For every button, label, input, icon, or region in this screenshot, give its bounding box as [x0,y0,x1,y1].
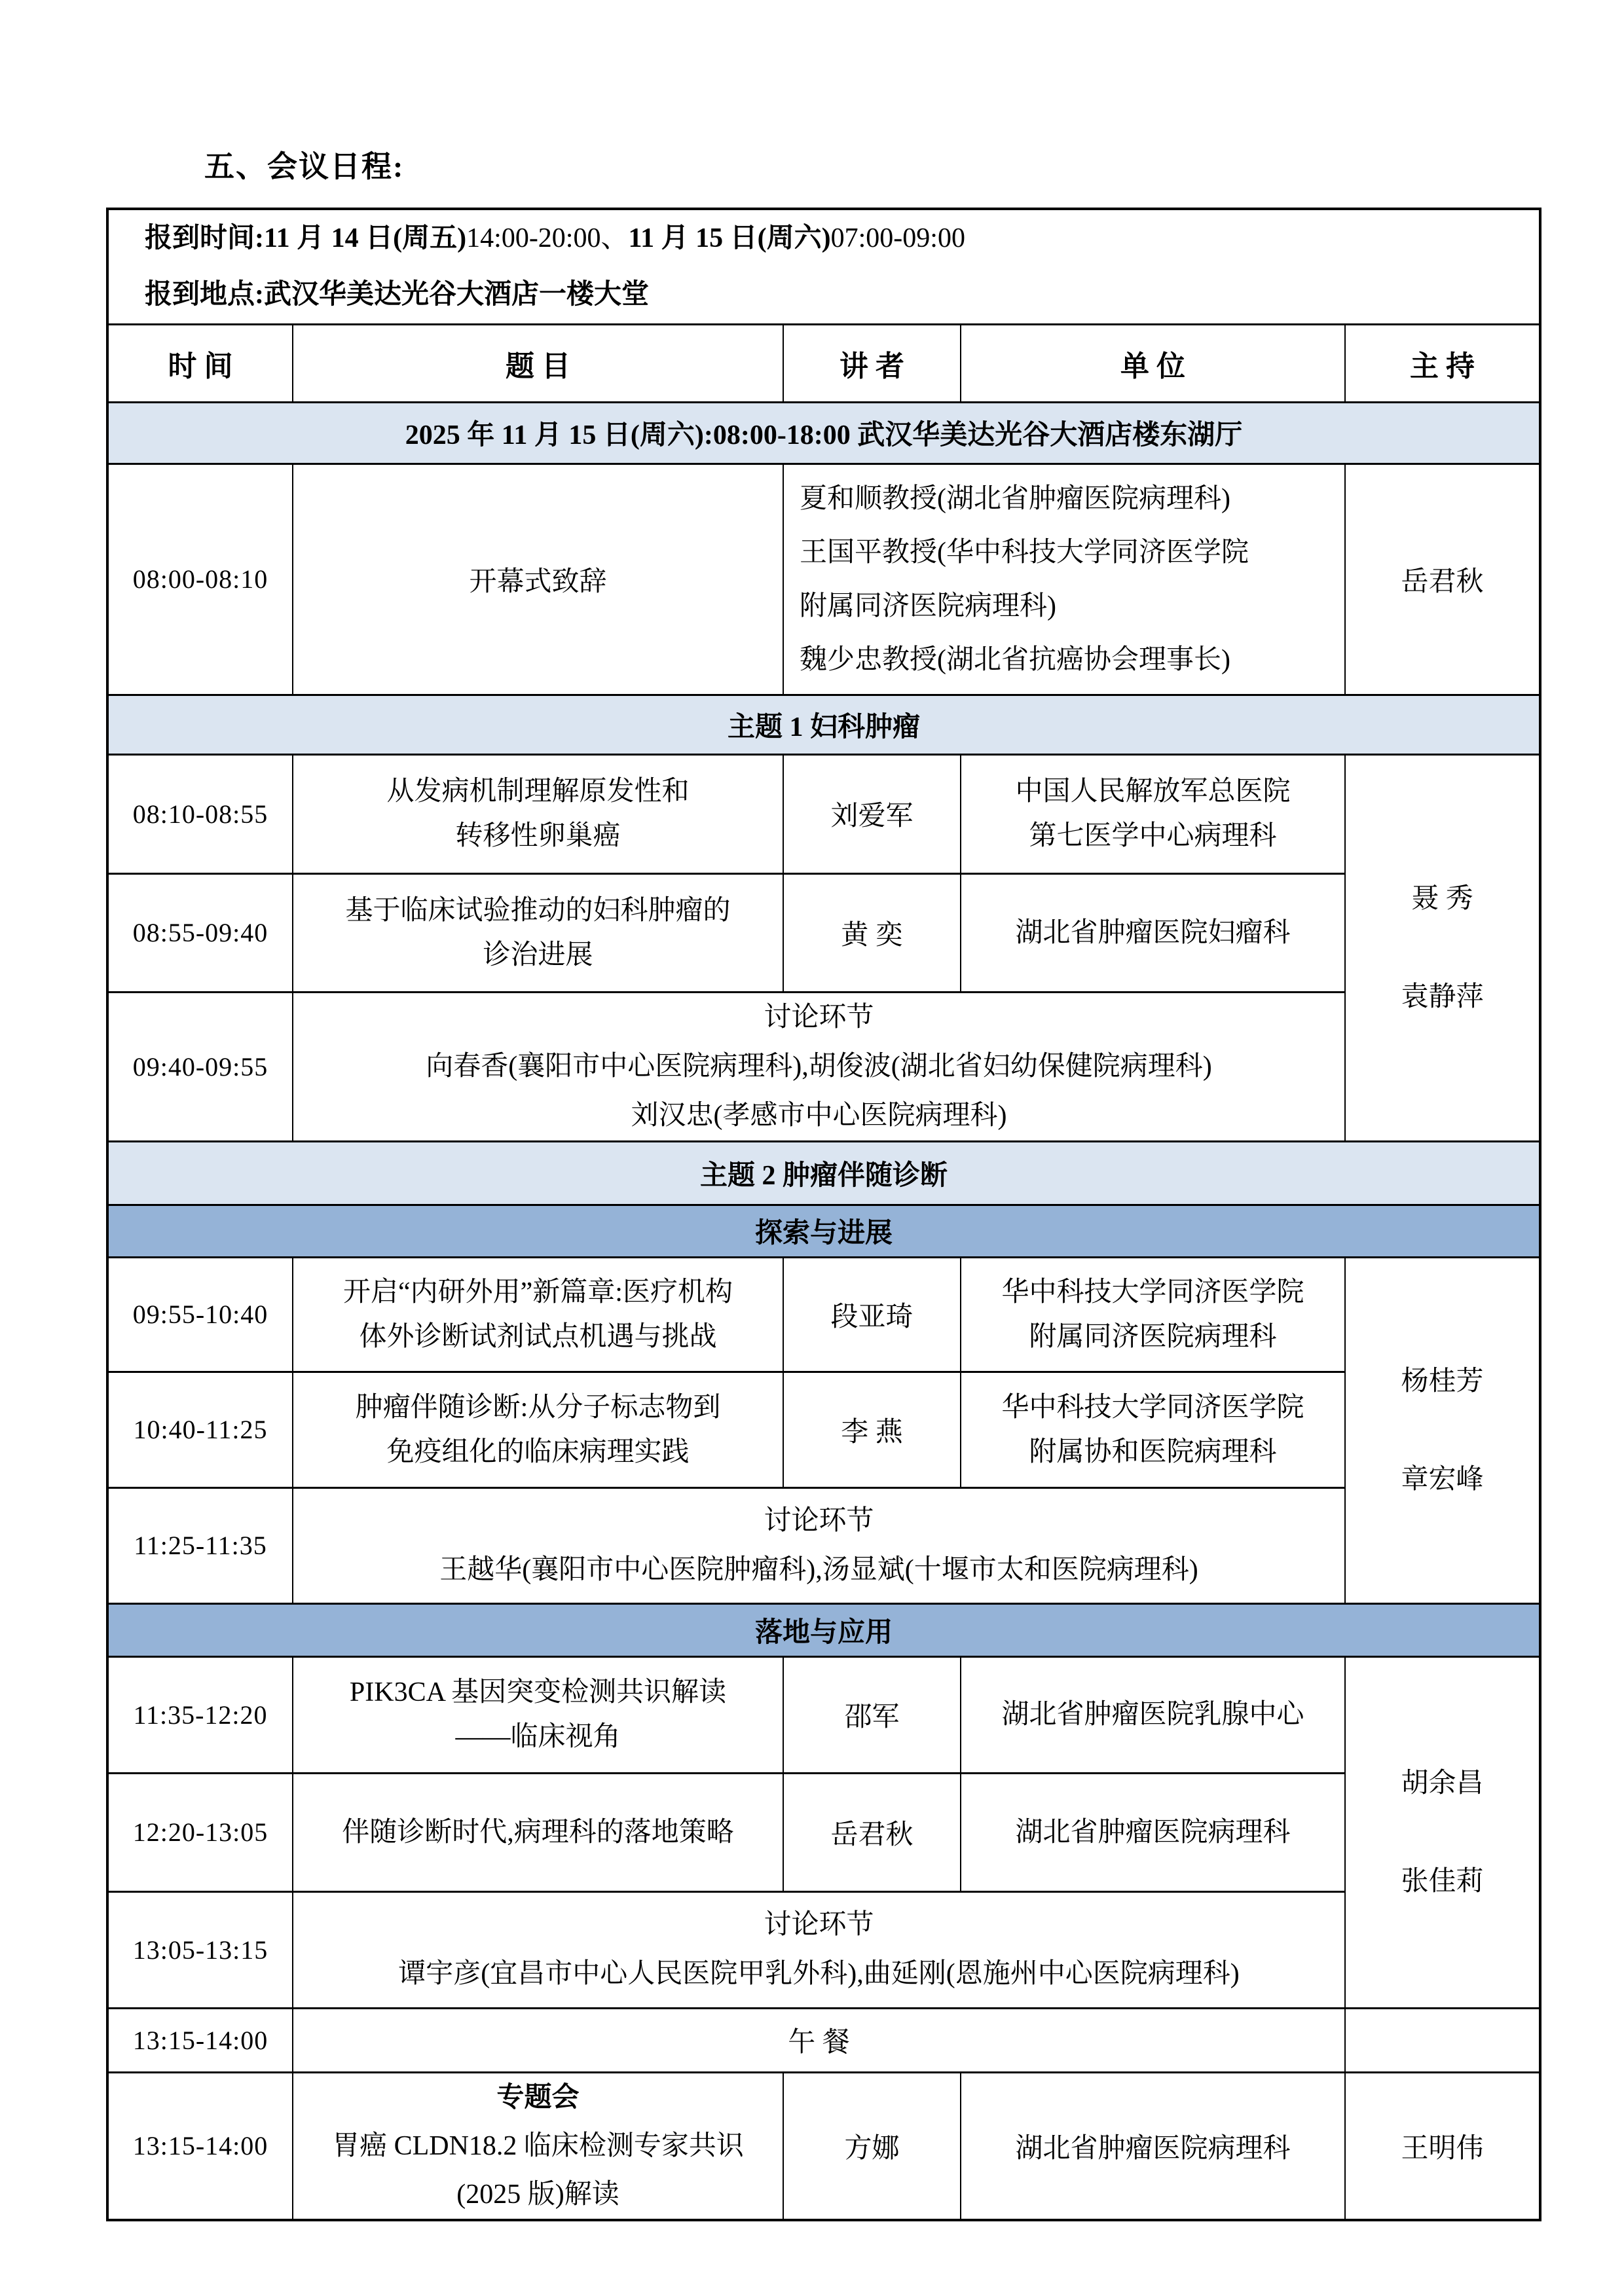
session-org [961,873,1345,992]
host-name: 章宏峰 [1401,1464,1484,1495]
column-header-row [107,324,1540,402]
discussion-label: 讨论环节 [764,1505,874,1536]
registration-range-2: 07:00-09:00 [830,223,965,254]
session-time: 13:05-13:15 [107,1891,293,2008]
session-speaker: 段亚琦 [783,1257,961,1372]
session-title [293,1656,783,1773]
registration-place-value: 武汉华美达光谷大酒店一楼大堂 [264,280,650,310]
topic2-band-row [107,1141,1540,1205]
session-org-line: 华中科技大学同济医学院 [1001,1277,1304,1307]
session-time: 08:10-08:55 [107,754,293,873]
session2-row1 [107,1257,1540,1372]
session-org-line: 第七医学中心病理科 [1029,821,1277,851]
topic1-band-row [107,695,1540,754]
column-header-speaker: 讲 者 [783,324,961,402]
session-speaker: 岳君秋 [783,1773,961,1891]
registration-range-1: 14:00-20:00、 [466,223,629,254]
session1-row1 [107,754,1540,873]
session-title-line: PIK3CA 基因突变检测共识解读 [349,1677,727,1707]
session-time: 10:40-11:25 [107,1372,293,1487]
session-title-line: 诊治进展 [483,939,593,970]
lunch-time: 13:15-14:00 [107,2008,293,2072]
session2-row2 [107,1372,1540,1487]
host-name: 杨桂芳 [1401,1366,1484,1396]
session-title-line: 体外诊断试剂试点机遇与挑战 [359,1321,717,1352]
session-org-line: 湖北省肿瘤医院乳腺中心 [1001,1700,1304,1730]
session-org-line: 湖北省肿瘤医院妇瘤科 [1015,917,1291,948]
discussion-panelists: 刘汉忠(孝感市中心医院病理科) [631,1100,1007,1131]
opening-guest-line: 夏和顺教授(湖北省肿瘤医院病理科) [800,483,1230,514]
session3-row2 [107,1773,1540,1891]
discussion-panelists: 王越华(襄阳市中心医院肿瘤科),汤显斌(十堰市太和医院病理科) [439,1554,1198,1585]
registration-time-line [145,210,1539,266]
opening-row [107,464,1540,695]
special-title-line: 胃癌 CLDN18.2 临床检测专家共识 [332,2130,744,2161]
opening-host: 岳君秋 [1345,464,1540,695]
session-speaker: 李 燕 [783,1372,961,1487]
session-org-line: 中国人民解放军总医院 [1015,776,1291,807]
special-title-heading: 专题会 [496,2082,580,2113]
host-name: 聂 秀 [1411,883,1473,914]
session-org [961,1656,1345,1773]
session-title-line: 开启“内研外用”新篇章:医疗机构 [343,1277,733,1307]
session-title [293,1773,783,1891]
session-org-line: 湖北省肿瘤医院病理科 [1015,1817,1291,1848]
landing-band: 落地与应用 [107,1603,1540,1656]
special-session-row [107,2072,1540,2220]
session-org-line: 华中科技大学同济医学院 [1001,1392,1304,1423]
session-title [293,1372,783,1487]
page-title: 五、会议日程: [204,150,405,183]
session2-hosts-cell [1345,1257,1540,1603]
lunch-label: 午 餐 [293,2008,1345,2072]
session-time: 11:35-12:20 [107,1656,293,1773]
session-speaker: 方娜 [783,2072,961,2220]
opening-guest-line: 王国平教授(华中科技大学同济医学院 [800,537,1249,568]
opening-guests-cell [783,464,1345,695]
session3-row1 [107,1656,1540,1773]
date-band: 2025 年 11 月 15 日(周六):08:00-18:00 武汉华美达光谷大酒店楼东湖厅 [107,402,1540,464]
session-title-line: 基于临床试验推动的妇科肿瘤的 [345,895,731,926]
session-title-line: 免疫组化的临床病理实践 [386,1436,690,1467]
discussion-label: 讨论环节 [764,1910,874,1940]
special-title-cell [293,2072,783,2220]
session-time: 09:55-10:40 [107,1257,293,1372]
registration-date-2: 11 月 15 日(周六) [628,223,831,254]
session-org [961,1372,1345,1487]
session-title-line: 从发病机制理解原发性和 [386,776,690,807]
discussion-cell [293,992,1345,1141]
session-title-line: 转移性卵巢癌 [455,821,621,851]
session-org [961,1773,1345,1891]
opening-time: 08:00-08:10 [107,464,293,695]
session1-row2 [107,873,1540,992]
session-host: 王明伟 [1345,2072,1540,2220]
session1-discussion-row [107,992,1540,1141]
opening-guest-line: 附属同济医院病理科) [800,591,1056,621]
column-header-topic: 题 目 [293,324,783,402]
session-title-line: 肿瘤伴随诊断:从分子标志物到 [355,1392,721,1423]
agenda-table [106,208,1541,2221]
discussion-cell [293,1487,1345,1603]
discussion-cell [293,1891,1345,2008]
discussion-panelists: 向春香(襄阳市中心医院病理科),胡俊波(湖北省妇幼保健院病理科) [426,1051,1212,1082]
empty-host-cell [1345,2008,1540,2072]
session-org: 湖北省肿瘤医院病理科 [961,2072,1345,2220]
landing-band-row [107,1603,1540,1656]
registration-info-cell [107,209,1540,324]
session-org [961,1257,1345,1372]
explore-band: 探索与进展 [107,1205,1540,1257]
lunch-row [107,2008,1540,2072]
session3-discussion-row [107,1891,1540,2008]
session-speaker: 刘爱军 [783,754,961,873]
column-header-host: 主 持 [1345,324,1540,402]
registration-place-line [145,266,1539,323]
explore-band-row [107,1205,1540,1257]
session-title [293,1257,783,1372]
session-org [961,754,1345,873]
topic1-band: 主题 1 妇科肿瘤 [107,695,1540,754]
column-header-org: 单 位 [961,324,1345,402]
session-time: 12:20-13:05 [107,1773,293,1891]
host-name: 张佳莉 [1401,1866,1484,1897]
session3-hosts-cell [1345,1656,1540,2008]
registration-place-label: 报到地点: [145,280,264,310]
session-time: 09:40-09:55 [107,992,293,1141]
session-title-line: 伴随诊断时代,病理科的落地策略 [342,1817,734,1848]
session-time: 08:55-09:40 [107,873,293,992]
column-header-time: 时 间 [107,324,293,402]
session-speaker: 邵军 [783,1656,961,1773]
opening-title: 开幕式致辞 [293,464,783,695]
registration-info-row [107,209,1540,324]
host-name: 袁静萍 [1401,981,1484,1012]
session2-discussion-row [107,1487,1540,1603]
session-time: 13:15-14:00 [107,2072,293,2220]
session-title [293,754,783,873]
session-title [293,873,783,992]
discussion-panelists: 谭宇彦(宜昌市中心人民医院甲乳外科),曲延刚(恩施州中心医院病理科) [398,1959,1240,1989]
discussion-label: 讨论环节 [764,1002,874,1032]
session-speaker: 黄 奕 [783,873,961,992]
opening-guest-line: 魏少忠教授(湖北省抗癌协会理事长) [800,644,1230,675]
registration-time-label: 报到时间: [145,223,264,254]
session-title-line: ——临床视角 [455,1722,621,1752]
session-org-line: 附属协和医院病理科 [1029,1436,1277,1467]
session-time: 11:25-11:35 [107,1487,293,1603]
date-band-row [107,402,1540,464]
host-name: 胡余昌 [1401,1768,1484,1798]
topic2-band: 主题 2 肿瘤伴随诊断 [107,1141,1540,1205]
session-org-line: 附属同济医院病理科 [1029,1321,1277,1352]
special-title-line: (2025 版)解读 [456,2179,619,2210]
registration-date-1: 11 月 14 日(周五) [264,223,467,254]
session1-hosts-cell [1345,754,1540,1141]
